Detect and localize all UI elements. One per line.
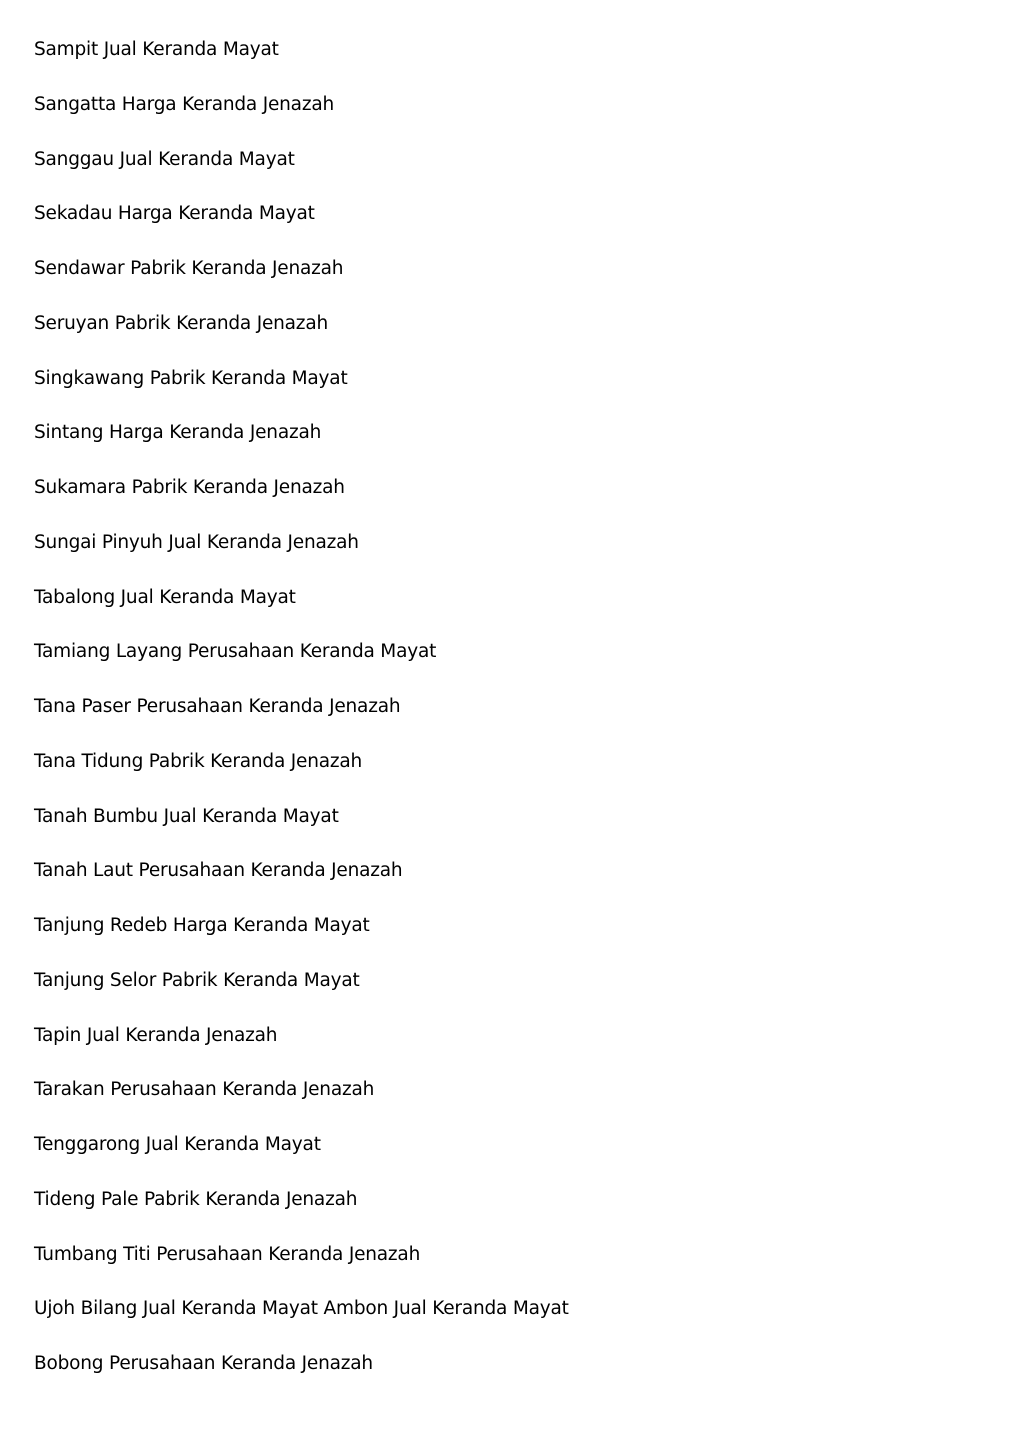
text-line: Tanjung Selor Pabrik Keranda Mayat (34, 969, 360, 991)
text-line: Sendawar Pabrik Keranda Jenazah (34, 258, 344, 279)
text-line: Tapin Jual Keranda Jenazah (34, 1024, 278, 1046)
text-line: Sintang Harga Keranda Jenazah (34, 422, 322, 444)
text-line: Bobong Perusahaan Keranda Jenazah (34, 1353, 373, 1374)
text-line: Tana Paser Perusahaan Keranda Jenazah (34, 696, 401, 717)
text-line-list (34, 36, 569, 1405)
text-line: Tabalong Jual Keranda Mayat (34, 586, 296, 608)
text-line: Sekadau Harga Keranda Mayat (34, 203, 315, 225)
text-line: Tarakan Perusahaan Keranda Jenazah (34, 1079, 375, 1101)
text-line: Tanah Bumbu Jual Keranda Mayat (34, 805, 339, 827)
text-line: Sungai Pinyuh Jual Keranda Jenazah (34, 531, 359, 553)
text-line: Sukamara Pabrik Keranda Jenazah (34, 477, 345, 498)
text-line: Singkawang Pabrik Keranda Mayat (34, 367, 348, 389)
text-line: Tamiang Layang Perusahaan Keranda Mayat (34, 641, 437, 663)
text-line: Tenggarong Jual Keranda Mayat (34, 1134, 321, 1155)
text-line: Tanah Laut Perusahaan Keranda Jenazah (34, 860, 403, 882)
text-line: Seruyan Pabrik Keranda Jenazah (34, 312, 328, 334)
text-line: Ujoh Bilang Jual Keranda Mayat Ambon Jual Keranda Mayat (34, 1298, 569, 1320)
text-line: Sampit Jual Keranda Mayat (34, 39, 279, 60)
text-line: Sanggau Jual Keranda Mayat (34, 148, 295, 170)
text-line: Tideng Pale Pabrik Keranda Jenazah (34, 1188, 358, 1210)
text-line: Tumbang Titi Perusahaan Keranda Jenazah (34, 1243, 421, 1265)
text-line: Sangatta Harga Keranda Jenazah (34, 93, 334, 115)
text-line: Tanjung Redeb Harga Keranda Mayat (34, 915, 370, 936)
text-line: Tana Tidung Pabrik Keranda Jenazah (34, 750, 363, 772)
